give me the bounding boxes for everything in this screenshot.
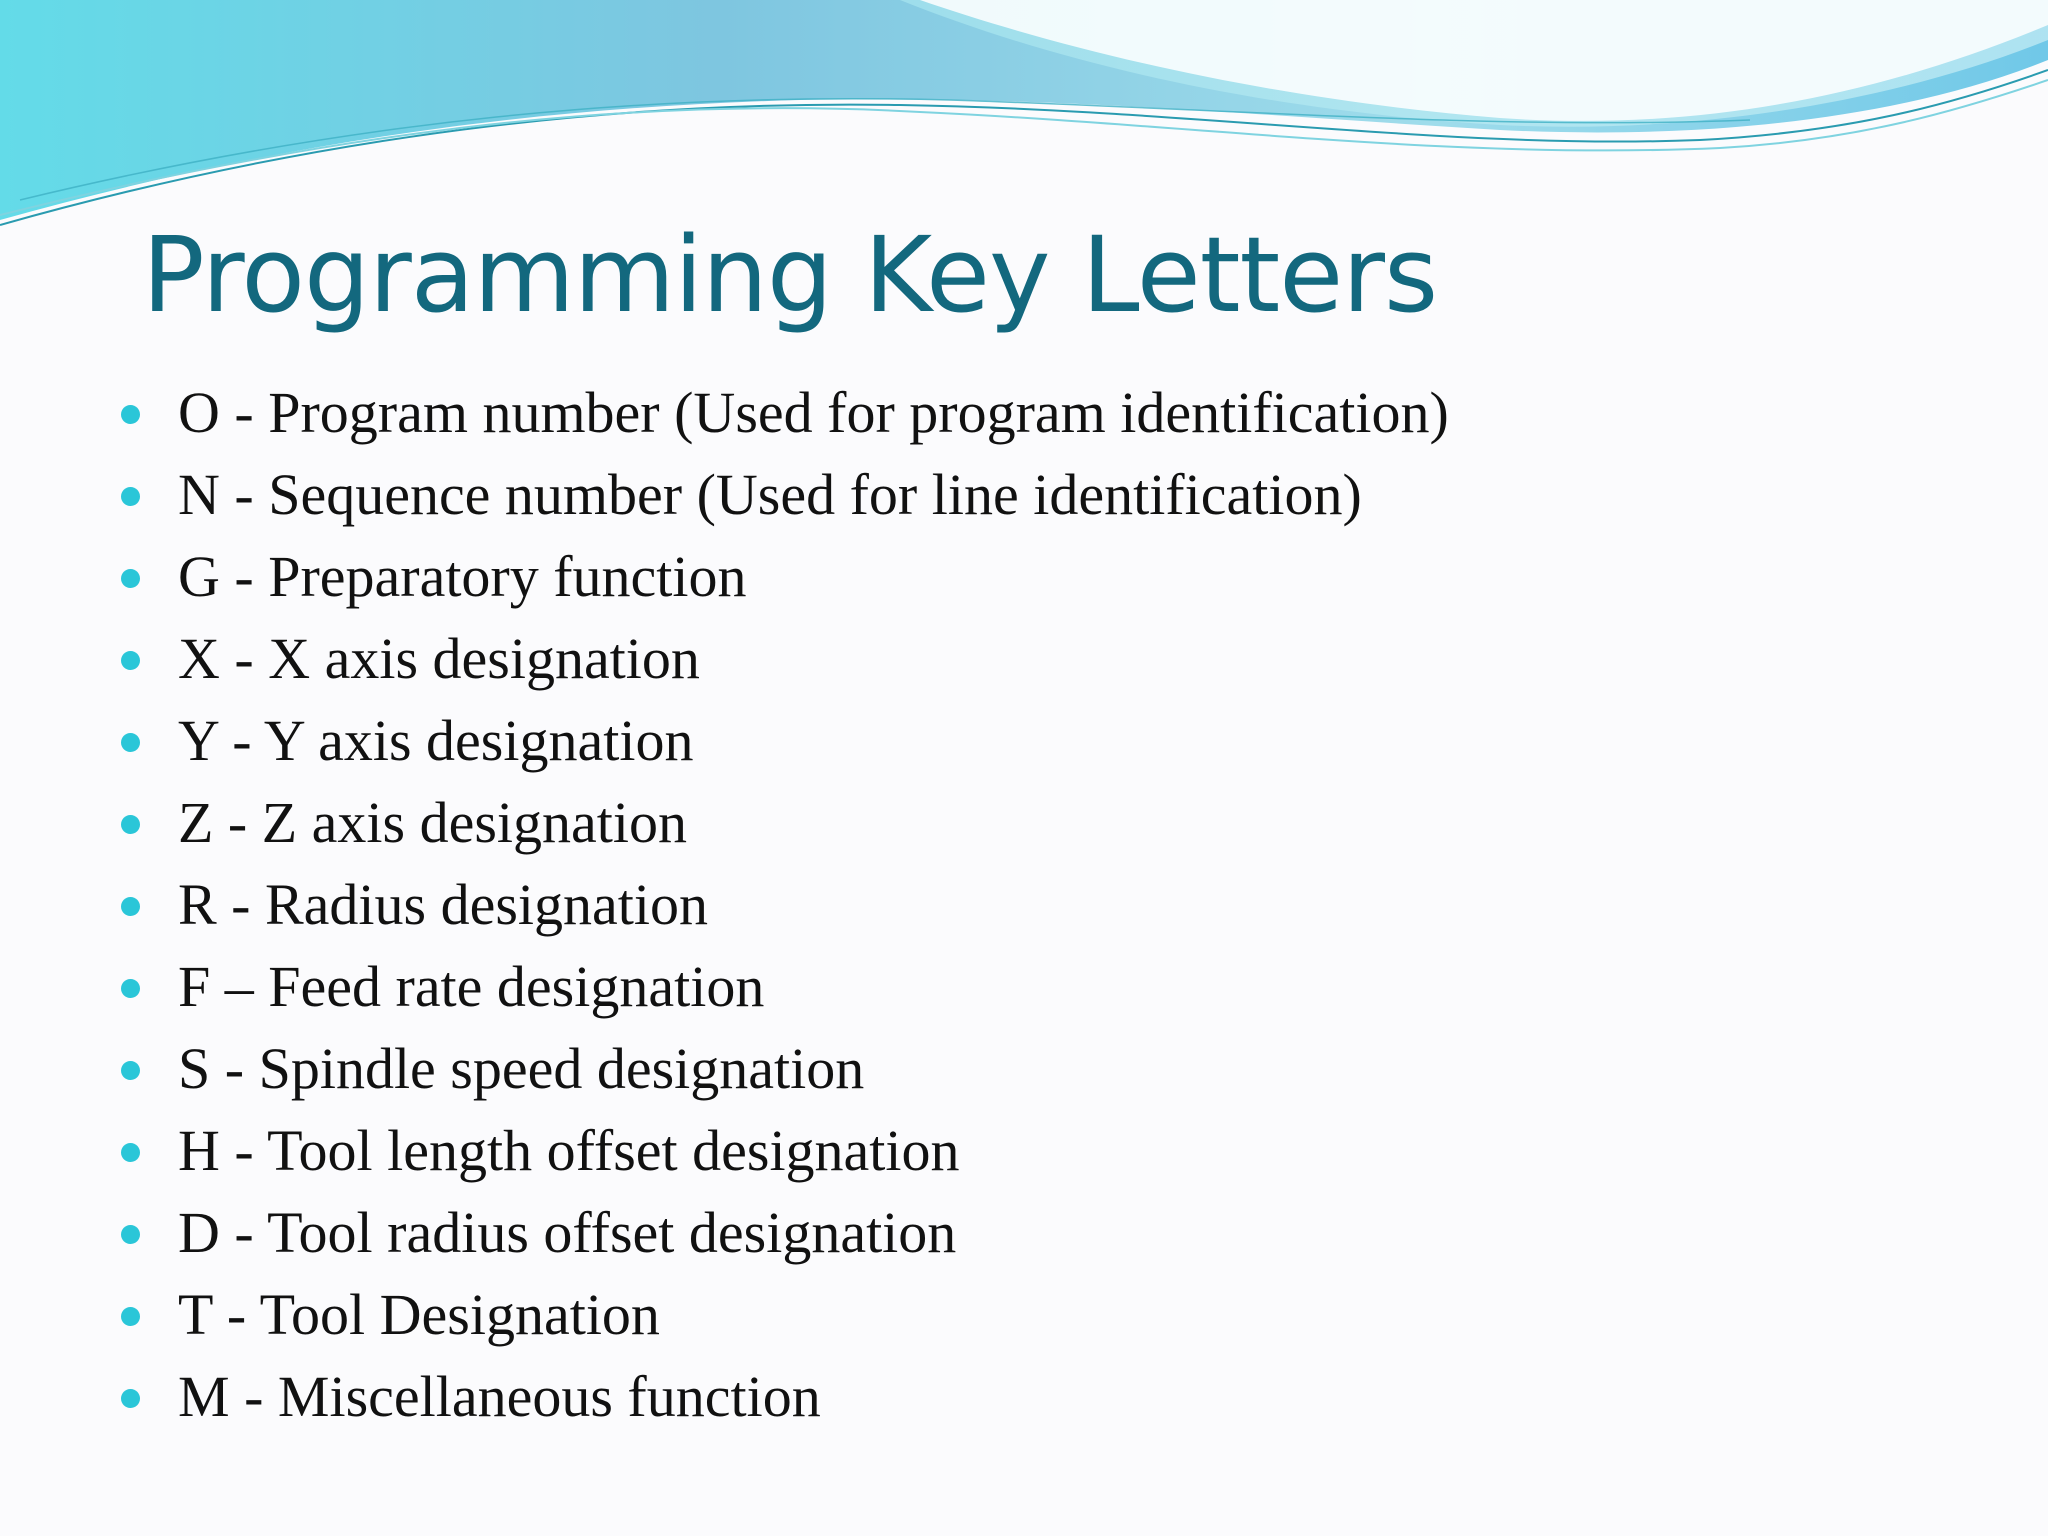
bullet-dot-icon bbox=[121, 815, 140, 834]
slide-title: Programming Key Letters bbox=[142, 214, 1438, 336]
bullet-text: D - Tool radius offset designation bbox=[178, 1200, 957, 1265]
bullet-text: R - Radius designation bbox=[178, 872, 709, 937]
bullet-text: Y - Y axis designation bbox=[178, 708, 694, 773]
bullet-dot-icon bbox=[121, 1389, 140, 1408]
bullet-text: H - Tool length offset designation bbox=[178, 1118, 960, 1183]
bullet-text: M - Miscellaneous function bbox=[178, 1364, 821, 1429]
bullet-dot-icon bbox=[121, 1143, 140, 1162]
bullet-text: S - Spindle speed designation bbox=[178, 1036, 865, 1101]
bullet-text: O - Program number (Used for program identification) bbox=[178, 380, 1449, 445]
bullet-dot-icon bbox=[121, 569, 140, 588]
bullet-dot-icon bbox=[121, 733, 140, 752]
bullet-text: G - Preparatory function bbox=[178, 544, 747, 609]
bullet-dot-icon bbox=[121, 651, 140, 670]
bullet-text: Z - Z axis designation bbox=[178, 790, 688, 855]
bullet-text: N - Sequence number (Used for line identification) bbox=[178, 462, 1362, 527]
bullet-dot-icon bbox=[121, 1061, 140, 1080]
bullet-text: T - Tool Designation bbox=[178, 1282, 660, 1347]
bullet-dot-icon bbox=[121, 405, 140, 424]
bullet-dot-icon bbox=[121, 897, 140, 916]
bullet-dot-icon bbox=[121, 1225, 140, 1244]
bullet-dot-icon bbox=[121, 1307, 140, 1326]
bullet-dot-icon bbox=[121, 487, 140, 506]
bullet-text: X - X axis designation bbox=[178, 626, 700, 691]
bullet-dot-icon bbox=[121, 979, 140, 998]
bullet-text: F – Feed rate designation bbox=[178, 954, 765, 1019]
